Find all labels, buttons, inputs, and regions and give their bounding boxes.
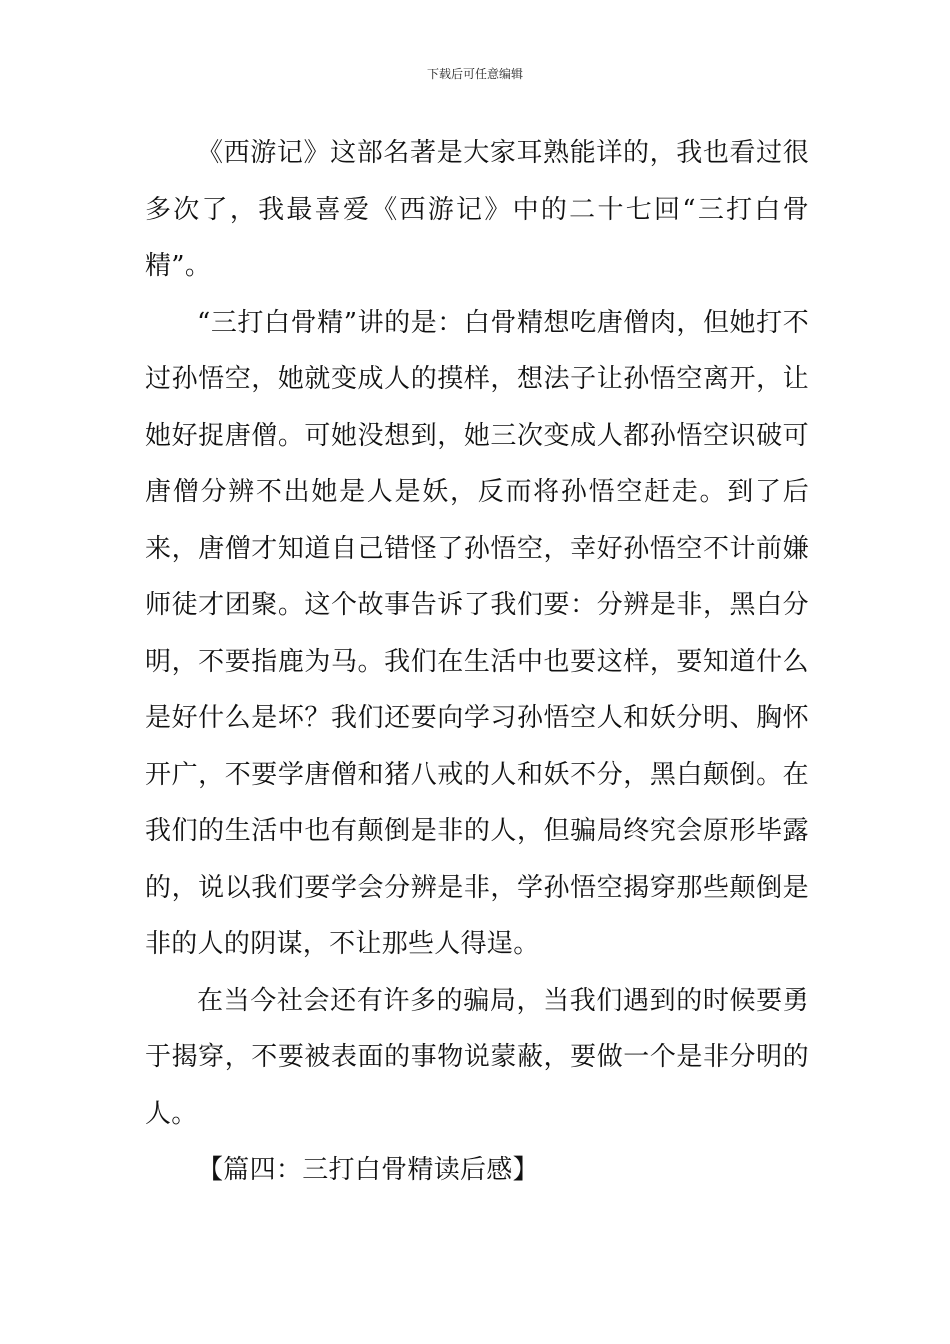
section-title: 【篇四：三打白骨精读后感】 xyxy=(197,1155,539,1185)
paragraph-3: 在当今社会还有许多的骗局，当我们遇到的时候要勇于揭穿，不要被表面的事物说蒙蔽，要做一个是非分明的人。 xyxy=(145,985,809,1129)
page-header-note: 下载后可任意编辑 xyxy=(426,67,523,81)
document-body xyxy=(145,125,809,1199)
paragraph-2: “三打白骨精”讲的是：白骨精想吃唐僧肉，但她打不过孙悟空，她就变成人的摸样，想法子让孙悟空离开，让她好捉唐僧。可她没想到，她三次变成人都孙悟空识破可唐僧分辨不出她是人是妖，反而将孙悟空赶走。到了后来，唐僧才知道自己错怪了孙悟空，幸好孙悟空不计前嫌师徒才团聚。这个故事告诉了我们要：分辨是非，黑白分明，不要指鹿为马。我们在生活中也要这样，要知道什么是好什么是坏？我们还要向学习孙悟空人和妖分明、胸怀开广，不要学唐僧和猪八戒的人和妖不分，黑白颠倒。在我们的生活中也有颠倒是非的人，但骗局终究会原形毕露的，说以我们要学会分辨是非，学孙悟空揭穿那些颠倒是非的人的阴谋，不让那些人得逞。 xyxy=(145,307,809,959)
paragraph-1: 《西游记》这部名著是大家耳熟能详的，我也看过很多次了，我最喜爱《西游记》中的二十七回“三打白骨精”。 xyxy=(145,138,809,281)
